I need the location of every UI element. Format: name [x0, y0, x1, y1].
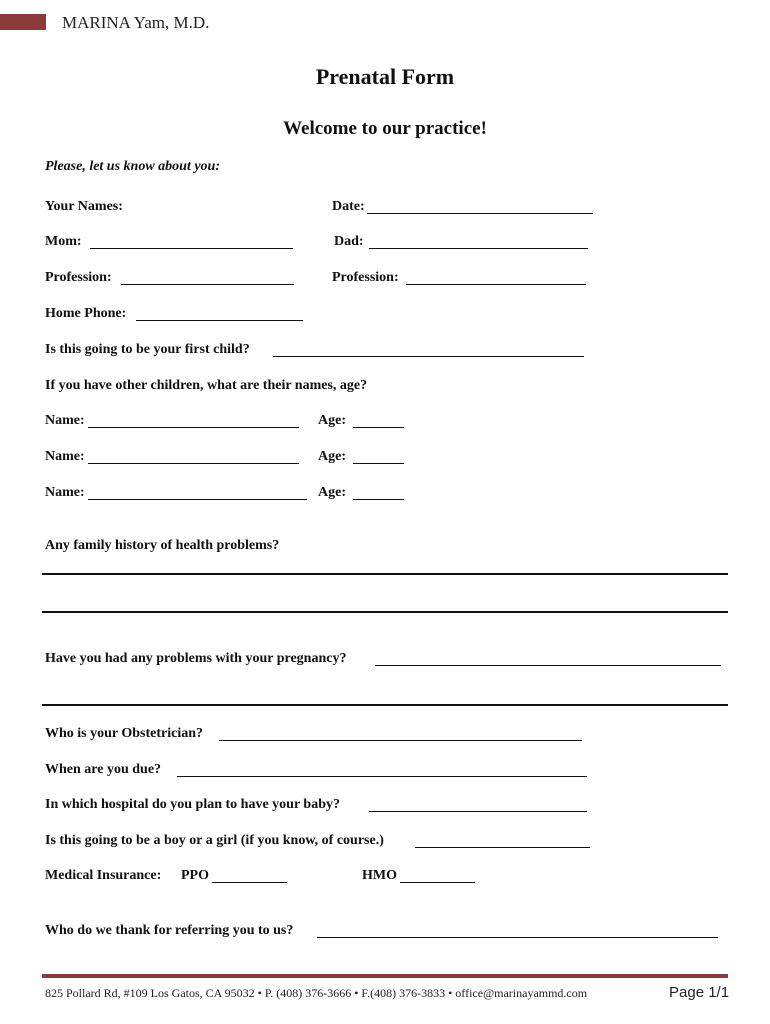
obstetrician-label: Who is your Obstetrician?	[45, 726, 204, 741]
header-accent-bar	[0, 14, 46, 30]
hospital-field[interactable]	[369, 811, 587, 812]
family-history-line-2[interactable]	[42, 611, 728, 613]
pregnancy-problems-field[interactable]	[375, 665, 721, 666]
child-age-field[interactable]	[353, 463, 404, 464]
page-number: Page 1/1	[669, 984, 730, 1001]
child-name-label: Name:	[45, 485, 85, 500]
ppo-label: PPO	[181, 868, 209, 883]
hospital-label: In which hospital do you plan to have your baby?	[45, 797, 340, 812]
child-age-field[interactable]	[353, 499, 404, 500]
footer-divider	[42, 974, 728, 978]
referral-field[interactable]	[317, 937, 718, 938]
child-name-field[interactable]	[88, 463, 299, 464]
child-age-label: Age:	[318, 413, 346, 428]
due-date-field[interactable]	[177, 776, 587, 777]
home-phone-field[interactable]	[136, 320, 303, 321]
child-age-label: Age:	[318, 449, 346, 464]
pregnancy-problems-label: Have you had any problems with your pregnancy?	[45, 651, 347, 666]
mom-profession-field[interactable]	[121, 284, 294, 285]
other-children-label: If you have other children, what are their names, age?	[45, 378, 368, 393]
ppo-field[interactable]	[212, 882, 287, 883]
first-child-field[interactable]	[273, 356, 584, 357]
family-history-label: Any family history of health problems?	[45, 538, 280, 553]
referral-label: Who do we thank for referring you to us?	[45, 923, 294, 938]
mom-label: Mom:	[45, 234, 82, 249]
family-history-line-1[interactable]	[42, 573, 728, 575]
obstetrician-field[interactable]	[219, 740, 582, 741]
child-age-label: Age:	[318, 485, 346, 500]
form-intro: Please, let us know about you:	[45, 159, 221, 174]
baby-sex-field[interactable]	[415, 847, 590, 848]
home-phone-label: Home Phone:	[45, 306, 127, 321]
due-date-label: When are you due?	[45, 762, 162, 777]
hmo-field[interactable]	[400, 882, 475, 883]
dad-label: Dad:	[334, 234, 364, 249]
insurance-label: Medical Insurance:	[45, 868, 162, 883]
date-field[interactable]	[367, 213, 593, 214]
form-subtitle: Welcome to our practice!	[283, 118, 487, 139]
pregnancy-problems-line[interactable]	[42, 704, 728, 706]
child-name-field[interactable]	[88, 499, 307, 500]
footer-address: 825 Pollard Rd, #109 Los Gatos, CA 95032 • P. (408) 376-3666 • F.(408) 376-3833 • office@marinayammd.com	[45, 986, 588, 1000]
your-names-label: Your Names:	[45, 199, 123, 214]
practice-name: MARINA Yam, M.D.	[62, 13, 210, 32]
child-name-field[interactable]	[88, 427, 299, 428]
baby-sex-label: Is this going to be a boy or a girl (if you know, of course.)	[45, 833, 384, 848]
mom-profession-label: Profession:	[45, 270, 112, 285]
hmo-label: HMO	[362, 868, 397, 883]
form-title: Prenatal Form	[315, 64, 455, 89]
date-label: Date:	[332, 199, 365, 214]
dad-profession-field[interactable]	[406, 284, 586, 285]
dad-field[interactable]	[369, 248, 588, 249]
dad-profession-label: Profession:	[332, 270, 399, 285]
first-child-label: Is this going to be your first child?	[45, 342, 250, 357]
child-name-label: Name:	[45, 449, 85, 464]
child-name-label: Name:	[45, 413, 85, 428]
child-age-field[interactable]	[353, 427, 404, 428]
mom-field[interactable]	[90, 248, 293, 249]
